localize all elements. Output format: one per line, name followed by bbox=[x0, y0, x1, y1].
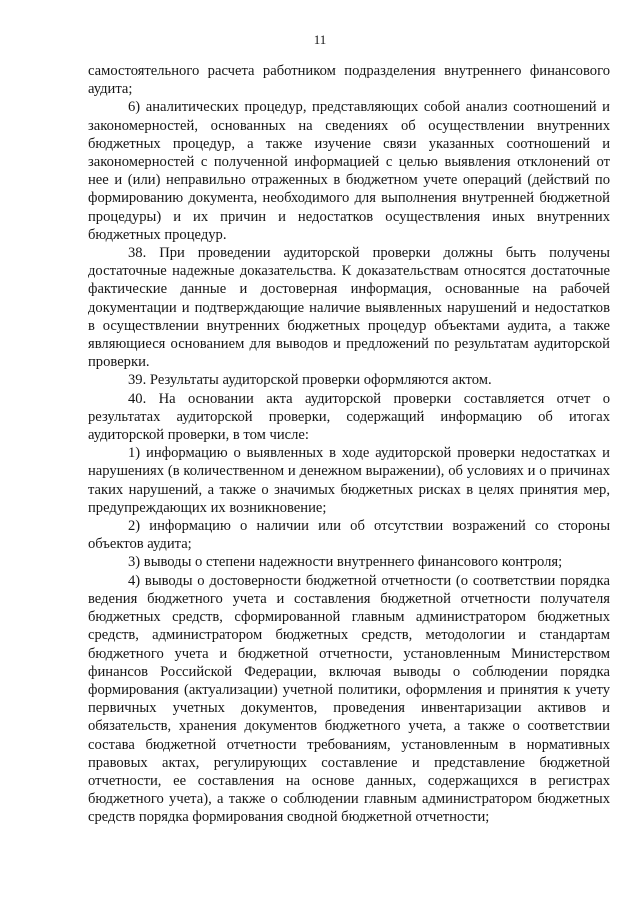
paragraph-40-item-1: 1) информацию о выявленных в ходе аудиторской проверки недостатках и нарушениях (в количественном и денежном выражении), об условиях и о причинах таких нарушений, а также о значимых бюджетных рисках в целях принятия мер, предупреждающих их возникновение; bbox=[88, 445, 610, 516]
document-body bbox=[88, 62, 610, 827]
paragraph-38: 38. При проведении аудиторской проверки должны быть получены достаточные надежные доказательства. К доказательствам относятся достаточные фактические данные и достоверная информация, основанные на рабочей документации и подтверждающие наличие выявленных нарушений и недостатков в осуществлении внутренних бюджетных процедур объектами аудита, а также являющиеся основанием для выводов и предложений по результатам аудиторской проверки. bbox=[88, 245, 610, 371]
paragraph-continuation: самостоятельного расчета работником подразделения внутреннего финансового аудита; bbox=[88, 63, 610, 98]
paragraph-40-item-4: 4) выводы о достоверности бюджетной отчетности (о соответствии порядка ведения бюджетного учета и составления бюджетной отчетности получателя бюджетных средств, сформированной главным администратором бюджетных средств, администратором бюджетных средств, методологии и стандартам бюджетного учета и бюджетной отчетности, установленным Министерством финансов Российской Федерации, включая выводы о соблюдении порядка формирования (актуализации) учетной политики, оформления и принятия к учету первичных учетных документов, проведения инвентаризации активов и обязательств, хранения документов бюджетного учета, а также о соответствии состава бюджетной отчетности требованиям, установленным в нормативных правовых актах, регулирующих составление и представление бюджетной отчетности, ее составления на основе данных, содержащихся в регистрах бюджетного учета), а также о соблюдении главным администратором бюджетных средств порядка формирования сводной бюджетной отчетности; bbox=[88, 572, 610, 826]
paragraph-item-6: 6) аналитических процедур, представляющих собой анализ соотношений и закономерностей, основанных на сведениях об осуществлении внутренних бюджетных процедур, а также изучение связи указанных соотношений и закономерностей с полученной информацией с целью выявления отклонений от нее и (или) неправильно отраженных в бюджетном учете операций (действий по формированию документа, необходимого для выполнения внутренней бюджетной процедуры) и их причин и недостатков осуществления иных внутренних бюджетных процедур. bbox=[88, 99, 610, 243]
paragraph-39: 39. Результаты аудиторской проверки оформляются актом. bbox=[128, 372, 492, 389]
page-number: 11 bbox=[313, 32, 327, 47]
paragraph-40: 40. На основании акта аудиторской проверки составляется отчет о результатах аудиторской проверки, содержащий информацию об итогах аудиторской проверки, в том числе: bbox=[88, 390, 610, 444]
paragraph-40-item-3: 3) выводы о степени надежности внутреннего финансового контроля; bbox=[128, 554, 563, 571]
paragraph-40-item-2: 2) информацию о наличии или об отсутствии возражений со стороны объектов аудита; bbox=[88, 518, 610, 553]
